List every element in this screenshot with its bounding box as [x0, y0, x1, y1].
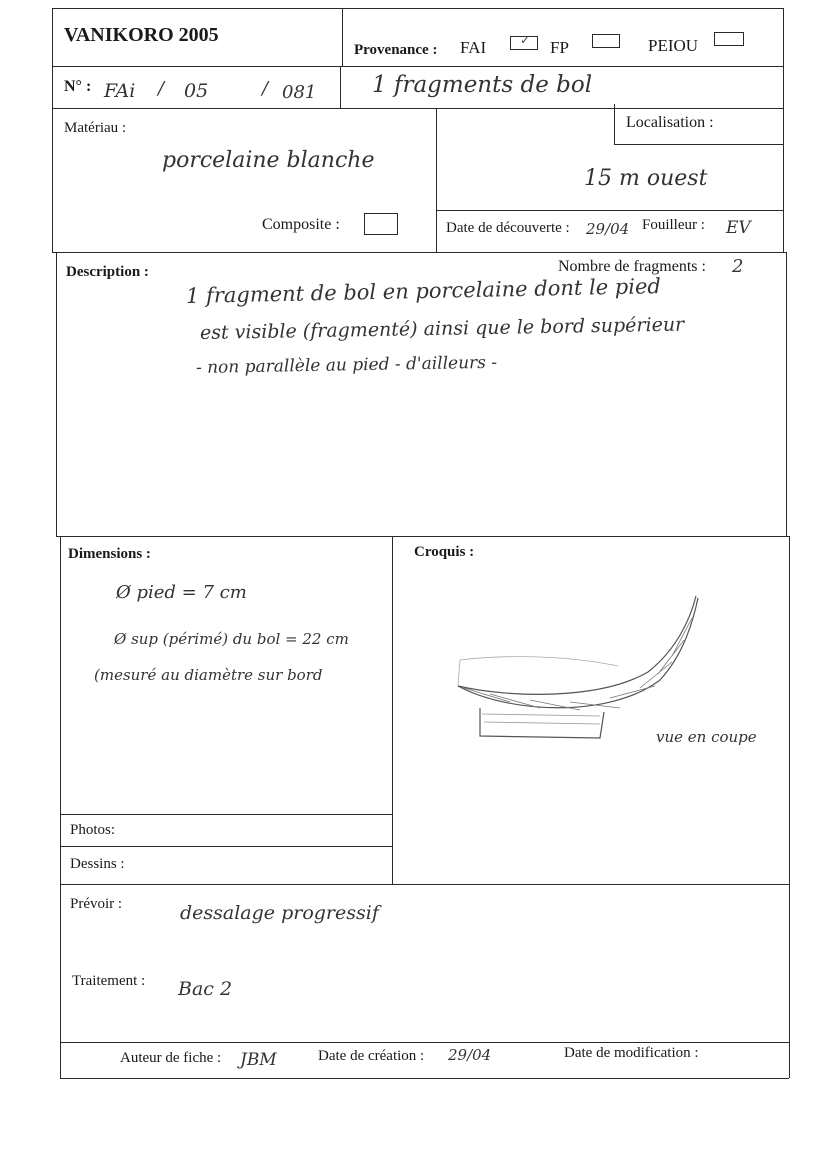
discovery-date-value: 29/04: [586, 220, 630, 238]
number-sep1: /: [158, 78, 165, 99]
dimensions-line-1: Ø pied = 7 cm: [116, 582, 247, 603]
croquis-caption: vue en coupe: [656, 728, 757, 746]
croquis-label: Croquis :: [414, 544, 475, 560]
localisation-label: Localisation :: [626, 114, 714, 131]
discovery-top: [436, 210, 783, 211]
footer-right: [789, 1042, 790, 1078]
digger-value: EV: [726, 218, 751, 238]
title-divider: [342, 8, 343, 66]
creation-label: Date de création :: [318, 1048, 425, 1064]
prevoir-label: Prévoir :: [70, 896, 123, 912]
option-peiou-checkbox[interactable]: [714, 32, 744, 46]
photos-label: Photos:: [70, 822, 116, 838]
frame-left-bottom: [60, 536, 61, 1078]
checkmark-icon: ✓: [520, 33, 531, 47]
frame-right-lower: [786, 252, 787, 536]
bowl-sketch: [450, 590, 710, 750]
dims-divider: [392, 536, 393, 884]
row-line-2: [52, 108, 783, 109]
composite-checkbox[interactable]: [364, 213, 398, 235]
discovery-date-label: Date de découverte :: [446, 220, 570, 236]
author-label: Auteur de fiche :: [120, 1050, 222, 1066]
number-sep2: /: [262, 78, 269, 99]
frame-top: [52, 8, 783, 9]
prevoir-value: dessalage progressif: [180, 902, 379, 924]
fragments-value: 2: [732, 256, 744, 277]
fragments-label: Nombre de fragments :: [558, 258, 706, 275]
description-line-2: est visible (fragmenté) ainsi que le bord supérieur: [199, 313, 685, 344]
composite-label: Composite :: [262, 216, 340, 233]
description-line-1: 1 fragment de bol en porcelaine dont le pied: [185, 274, 662, 308]
row-line-1: [52, 66, 783, 67]
footer-top: [60, 1042, 789, 1043]
frame-left: [52, 8, 53, 252]
number-part3: 081: [282, 82, 317, 103]
description-label: Description :: [66, 264, 149, 280]
material-value: porcelaine blanche: [162, 148, 375, 173]
dimensions-line-2: Ø sup (périmé) du bol = 22 cm: [114, 630, 349, 648]
frame-left-lower: [56, 252, 57, 536]
dimensions-label: Dimensions :: [68, 546, 151, 562]
frame-right-bottom: [789, 536, 790, 1070]
dessins-top: [60, 846, 392, 847]
digger-label: Fouilleur :: [642, 217, 705, 233]
description-line-3: - non parallèle au pied - d'ailleurs -: [195, 352, 498, 378]
option-fp-label: FP: [550, 38, 569, 57]
photos-top: [60, 814, 392, 815]
localisation-box-left: [614, 104, 615, 144]
number-divider: [340, 66, 341, 108]
traitement-value: Bac 2: [178, 978, 233, 1000]
material-label: Matériau :: [64, 120, 127, 136]
row-line-3: [52, 252, 786, 253]
localisation-box-bottom: [614, 144, 783, 145]
author-value: JBM: [240, 1050, 277, 1070]
row-line-5: [60, 884, 789, 885]
number-part1: FAi: [104, 80, 136, 102]
option-fp-checkbox[interactable]: [592, 34, 620, 48]
dessins-label: Dessins :: [70, 856, 125, 872]
creation-value: 29/04: [448, 1046, 492, 1064]
provenance-label: Provenance :: [354, 42, 438, 58]
modification-label: Date de modification :: [564, 1045, 699, 1061]
localisation-value: 15 m ouest: [584, 166, 708, 191]
dimensions-line-3: (mesuré au diamètre sur bord: [94, 666, 323, 684]
traitement-label: Traitement :: [72, 973, 146, 989]
material-divider: [436, 108, 437, 252]
option-fai-checkbox[interactable]: [510, 33, 538, 50]
number-label: N° :: [64, 78, 92, 95]
frame-bottom: [60, 1078, 789, 1079]
row-line-4: [56, 536, 789, 537]
option-fai-label: FAI: [460, 38, 487, 57]
option-peiou-label: PEIOU: [648, 36, 699, 55]
form-title: VANIKORO 2005: [64, 24, 219, 46]
object-title: 1 fragments de bol: [372, 72, 593, 98]
frame-right: [783, 8, 784, 252]
number-part2: 05: [184, 80, 209, 102]
